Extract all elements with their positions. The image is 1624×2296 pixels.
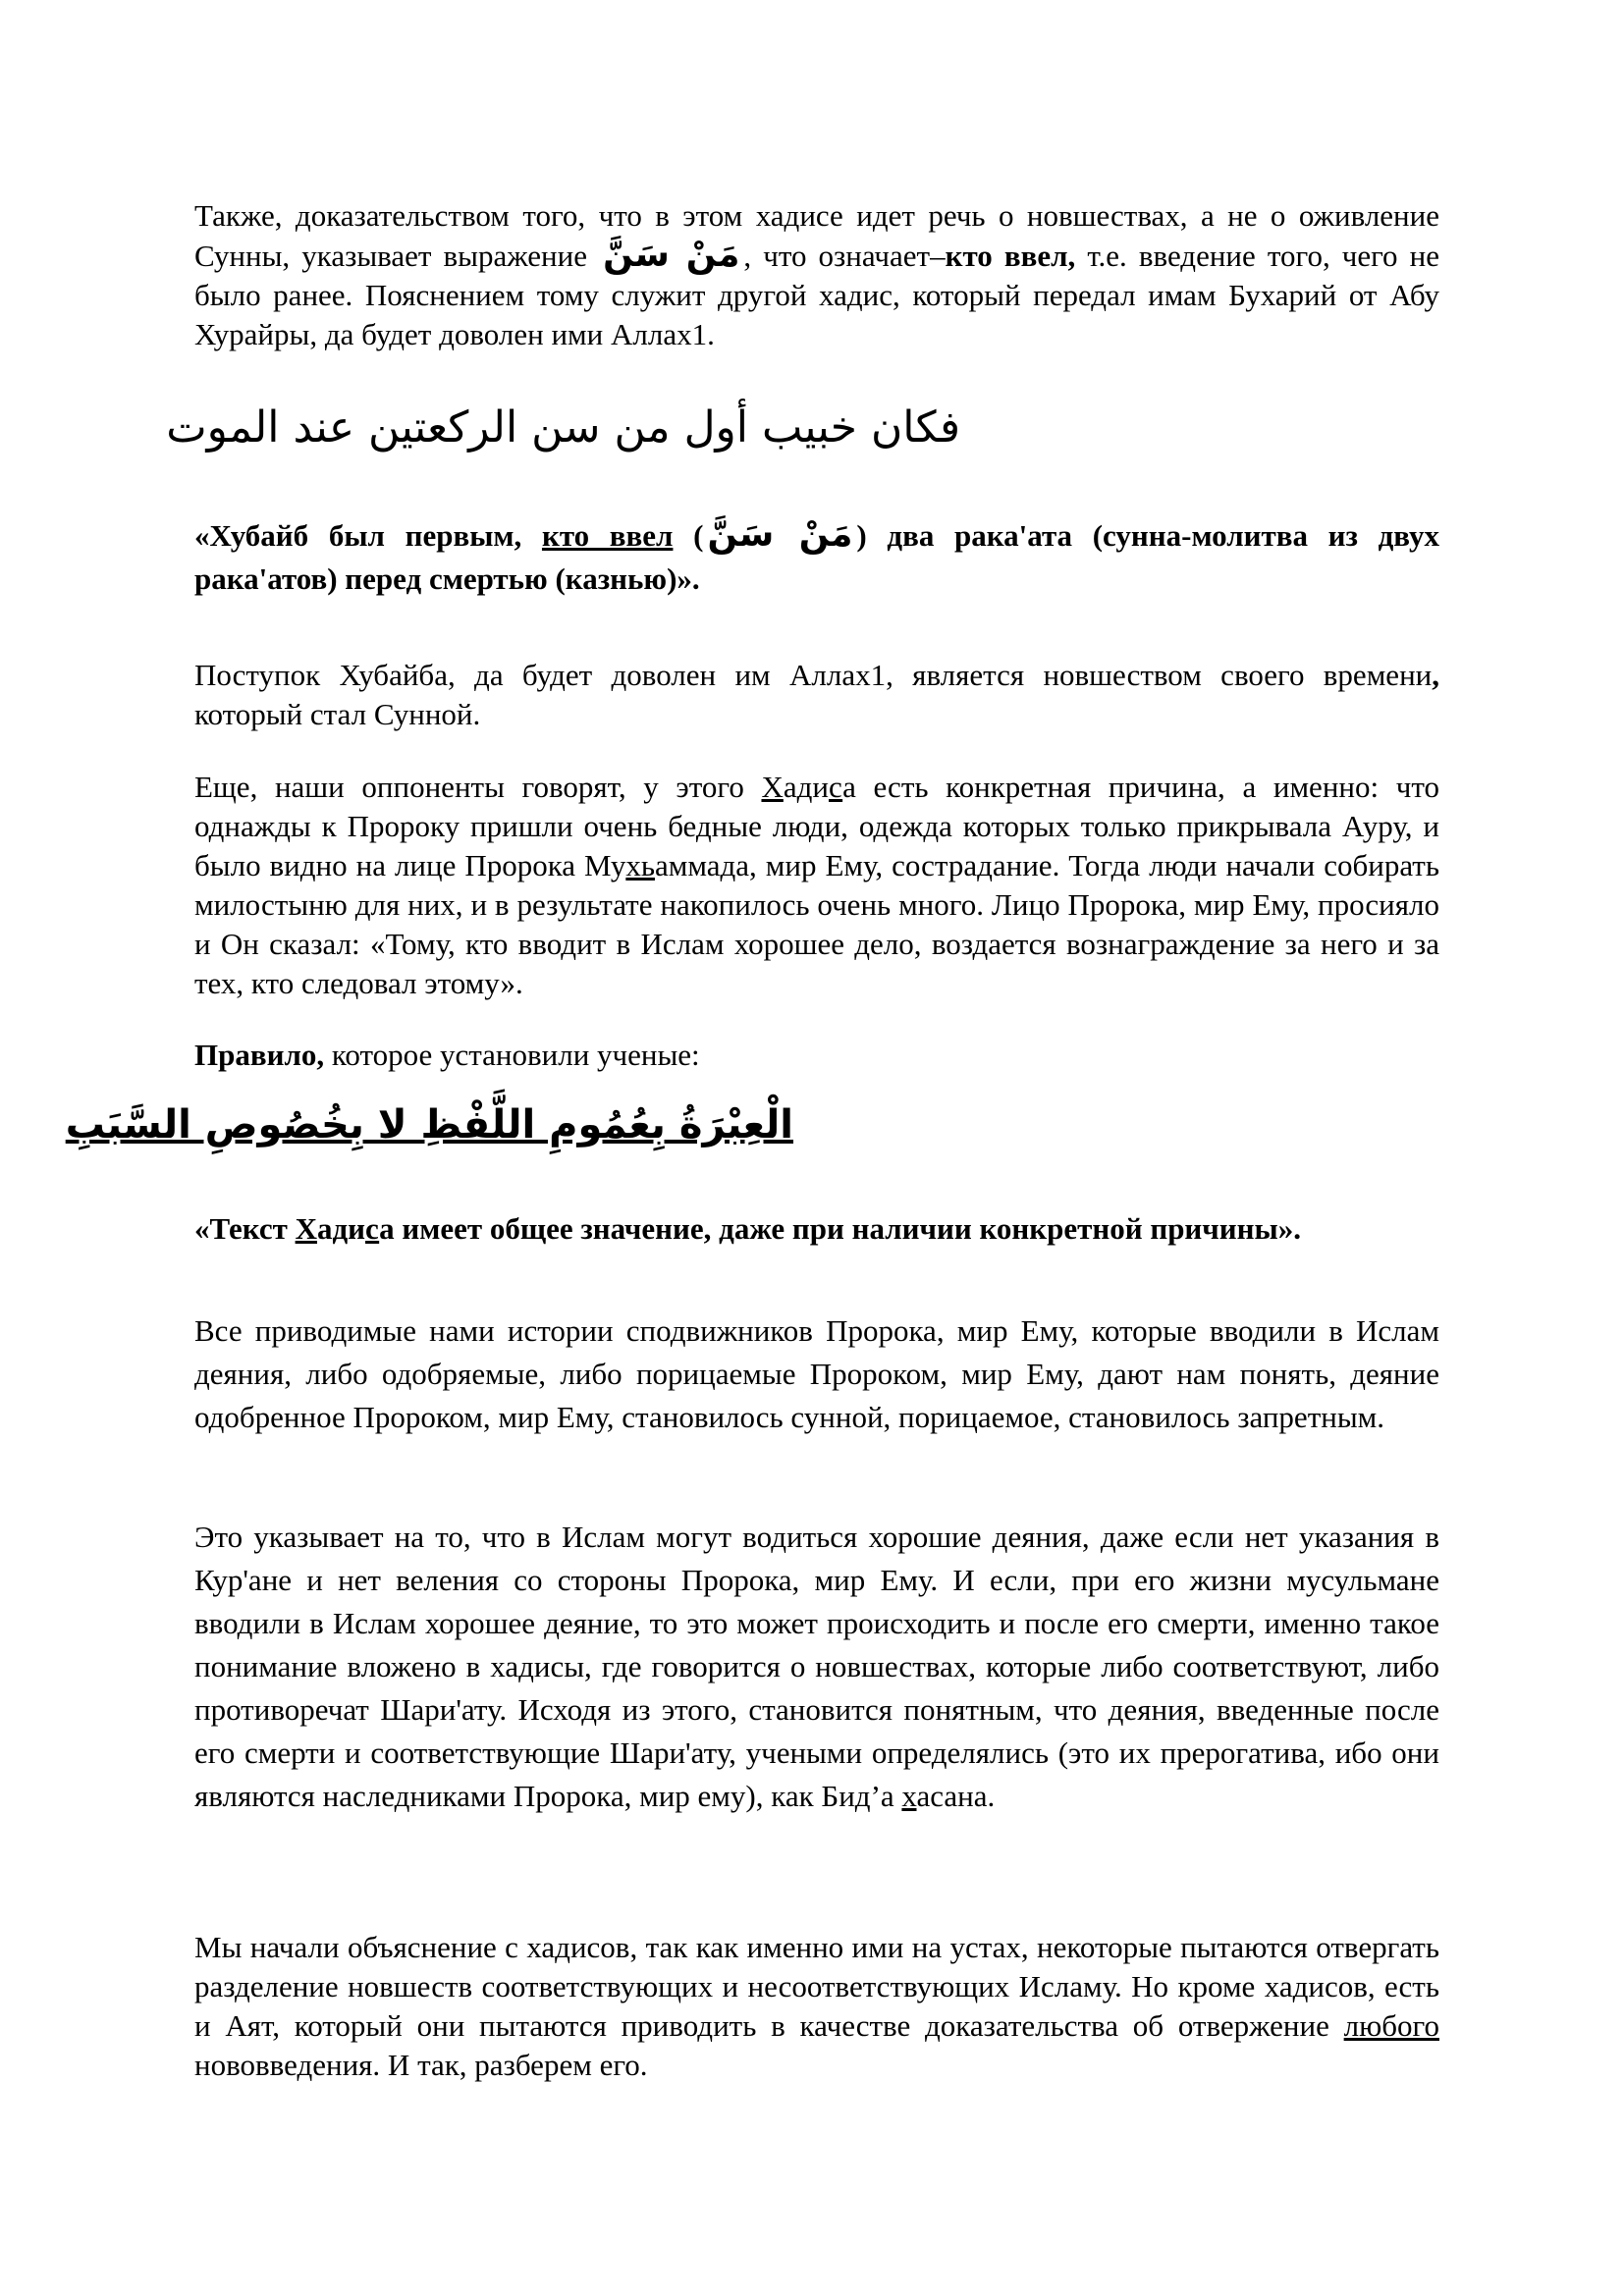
paragraph-opponents	[194, 768, 1439, 1003]
arabic-rule: الْعِبْرَةُ بِعُمُومِ اللَّفْظِ لا بِخُصُوصِ السَّبَبِ	[65, 1102, 793, 1148]
text: «Хубайб был первым,	[194, 518, 542, 553]
underlined-letter: х	[901, 1779, 917, 1813]
paragraph-rule-translation	[194, 1209, 1439, 1249]
paragraph-good-deeds	[194, 1516, 1439, 1818]
text: Еще, наши оппоненты говорят, у этого	[194, 770, 762, 804]
text: а имеет общее значение, даже при наличии конкретной причины».	[379, 1211, 1301, 1246]
paragraph-hubayb-act	[194, 656, 1439, 734]
text: а есть конкретная причина, а именно: что однажды к Пророку пришли очень бедные люди, одежда которых только прикрывала Ауру, и было видно на лице Пророка Му	[194, 770, 1439, 882]
text: «Текст	[194, 1211, 296, 1246]
underlined-letter: с	[828, 770, 843, 804]
bold-text: ,	[1432, 658, 1439, 692]
paragraph-companions: Все приводимые нами истории сподвижников Пророка, мир Ему, которые вводили в Ислам деяния, либо одобряемые, либо порицаемые Пророком, мир Ему, дают нам понять, деяние одобренное Пророком, мир Ему, становилось сунной, порицаемое, становилось запретным.	[194, 1313, 1439, 1434]
text: асана.	[916, 1779, 996, 1813]
text: Поступок Хубайба, да будет доволен им Аллах1, является новшеством своего времени	[194, 658, 1433, 692]
text: т.е. введение того, чего не было ранее. Пояснением тому служит другой хадис, который передал имам Бухарий от Абу Хурайры, да будет доволен ими Аллах1.	[194, 239, 1439, 351]
text: (	[673, 518, 704, 553]
text: которое установили ученые:	[324, 1038, 700, 1072]
arabic-phrase: مَنْ سَنَّ	[603, 235, 740, 275]
text: , что означает–	[743, 239, 946, 273]
paragraph-rule-intro	[194, 1036, 1439, 1075]
underlined-letter: с	[365, 1211, 380, 1246]
paragraph-evidence	[194, 196, 1439, 354]
paragraph-hubayb-quote	[194, 513, 1439, 601]
arabic-hadith: فكان خبيب أول من سن الركعتين عند الموت	[166, 402, 960, 453]
underlined-letter: Х	[295, 1211, 317, 1246]
text: ади	[783, 770, 829, 804]
bold-text: Правило,	[194, 1038, 325, 1072]
underlined-letter: хь	[625, 848, 655, 882]
text: аммада, мир Ему, сострадание. Тогда люди начали собирать милостыню для них, и в результате накопилось очень много. Лицо Пророка, мир Ему, просияло и Он сказал: «Тому, кто вводит в Ислам хорошее дело, воздается вознаграждение за него и за тех, кто следовал этому».	[194, 848, 1439, 1000]
text: нововведения. И так, разберем его.	[194, 2048, 648, 2082]
text: Мы начали объяснение с хадисов, так как именно ими на устах, некоторые пытаются отвергать разделение новшеств соответствующих и несоответствующих Исламу. Но кроме хадисов, есть и Аят, который они пытаются приводить в качестве доказательства об отвержение	[194, 1930, 1439, 2043]
text: Также, доказательством того, что в этом хадисе идет речь о новшествах, а не о оживление Сунны, указывает выражение	[194, 198, 1439, 273]
paragraph-ayat	[194, 1928, 1439, 2085]
arabic-phrase: مَنْ سَنَّ	[707, 514, 853, 555]
text: который стал Сунной.	[194, 697, 481, 731]
underlined-text: любого	[1343, 2008, 1439, 2043]
underlined-text: кто ввел	[541, 518, 674, 553]
text: Это указывает на то, что в Ислам могут водиться хорошие деяния, даже если нет указания в Кур'ане и нет веления со стороны Пророка, мир Ему. И если, при его жизни мусульмане вводили в Ислам хорошее деяние, то это может происходить и после его смерти, именно такое понимание вложено в хадисы, где говорится о новшествах, которые либо соответствуют, либо противоречат Шари'ату. Исходя из этого, становится понятным, что деяния, введенные после его смерти и соответствующие Шари'ату, учеными определялись (это их прерогатива, ибо они являются наследниками Пророка, мир ему), как Бид’а	[194, 1520, 1439, 1813]
bold-text: кто ввел,	[945, 239, 1076, 273]
text: ади	[316, 1211, 366, 1246]
text: ) два рака'ата (сунна-молитва из двух рака'атов) перед смертью (казнью)».	[194, 518, 1439, 596]
underlined-letter: Х	[761, 770, 784, 804]
